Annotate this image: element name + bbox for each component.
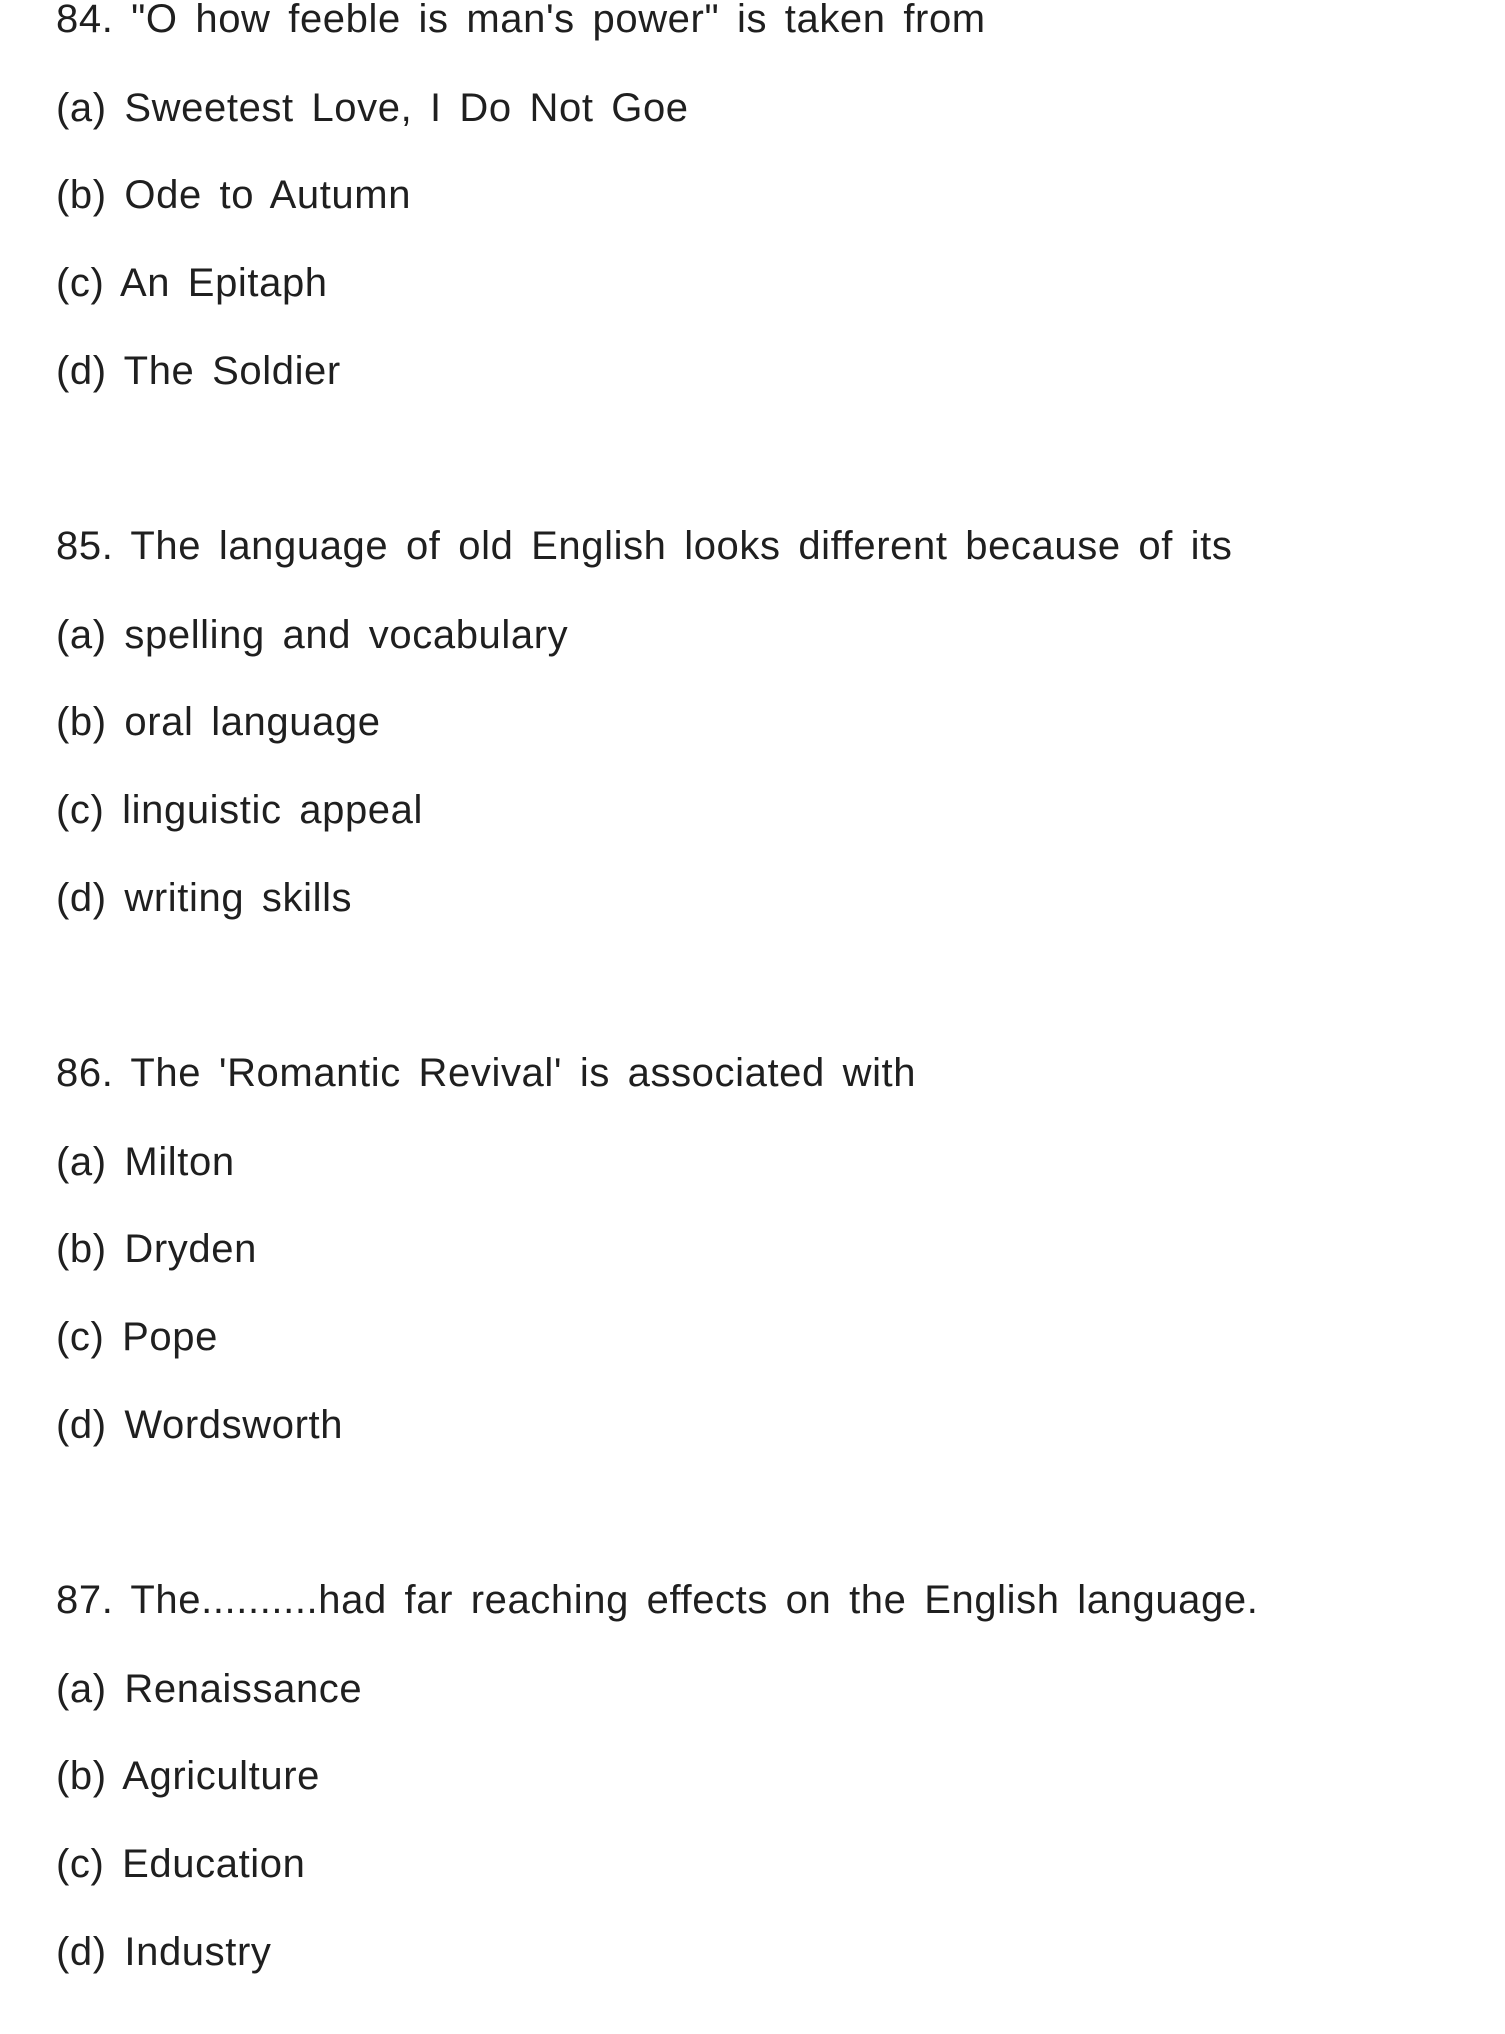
question-86-option-b: (b) Dryden: [56, 1227, 257, 1271]
question-87-option-a: (a) Renaissance: [56, 1667, 363, 1711]
question-87-option-b: (b) Agriculture: [56, 1754, 320, 1798]
question-87-option-d: (d) Industry: [56, 1930, 272, 1974]
question-87-option-c: (c) Education: [56, 1842, 306, 1886]
question-84-option-b: (b) Ode to Autumn: [56, 173, 412, 217]
question-85-option-a: (a) spelling and vocabulary: [56, 613, 569, 657]
question-84-option-a: (a) Sweetest Love, I Do Not Goe: [56, 86, 689, 130]
question-86-text: 86. The 'Romantic Revival' is associated with: [56, 1051, 917, 1095]
question-87-text: 87. The..........had far reaching effects on the English language.: [56, 1578, 1259, 1622]
question-85-option-d: (d) writing skills: [56, 876, 353, 920]
question-84-option-c: (c) An Epitaph: [56, 261, 328, 305]
question-86-option-d: (d) Wordsworth: [56, 1403, 344, 1447]
question-86-option-a: (a) Milton: [56, 1140, 235, 1184]
question-85-option-b: (b) oral language: [56, 700, 381, 744]
question-86-option-c: (c) Pope: [56, 1315, 218, 1359]
question-85-text: 85. The language of old English looks different because of its: [56, 524, 1233, 568]
question-84-option-d: (d) The Soldier: [56, 349, 341, 393]
question-84-text: 84. "O how feeble is man's power" is taken from: [56, 0, 986, 41]
question-85-option-c: (c) linguistic appeal: [56, 788, 423, 832]
